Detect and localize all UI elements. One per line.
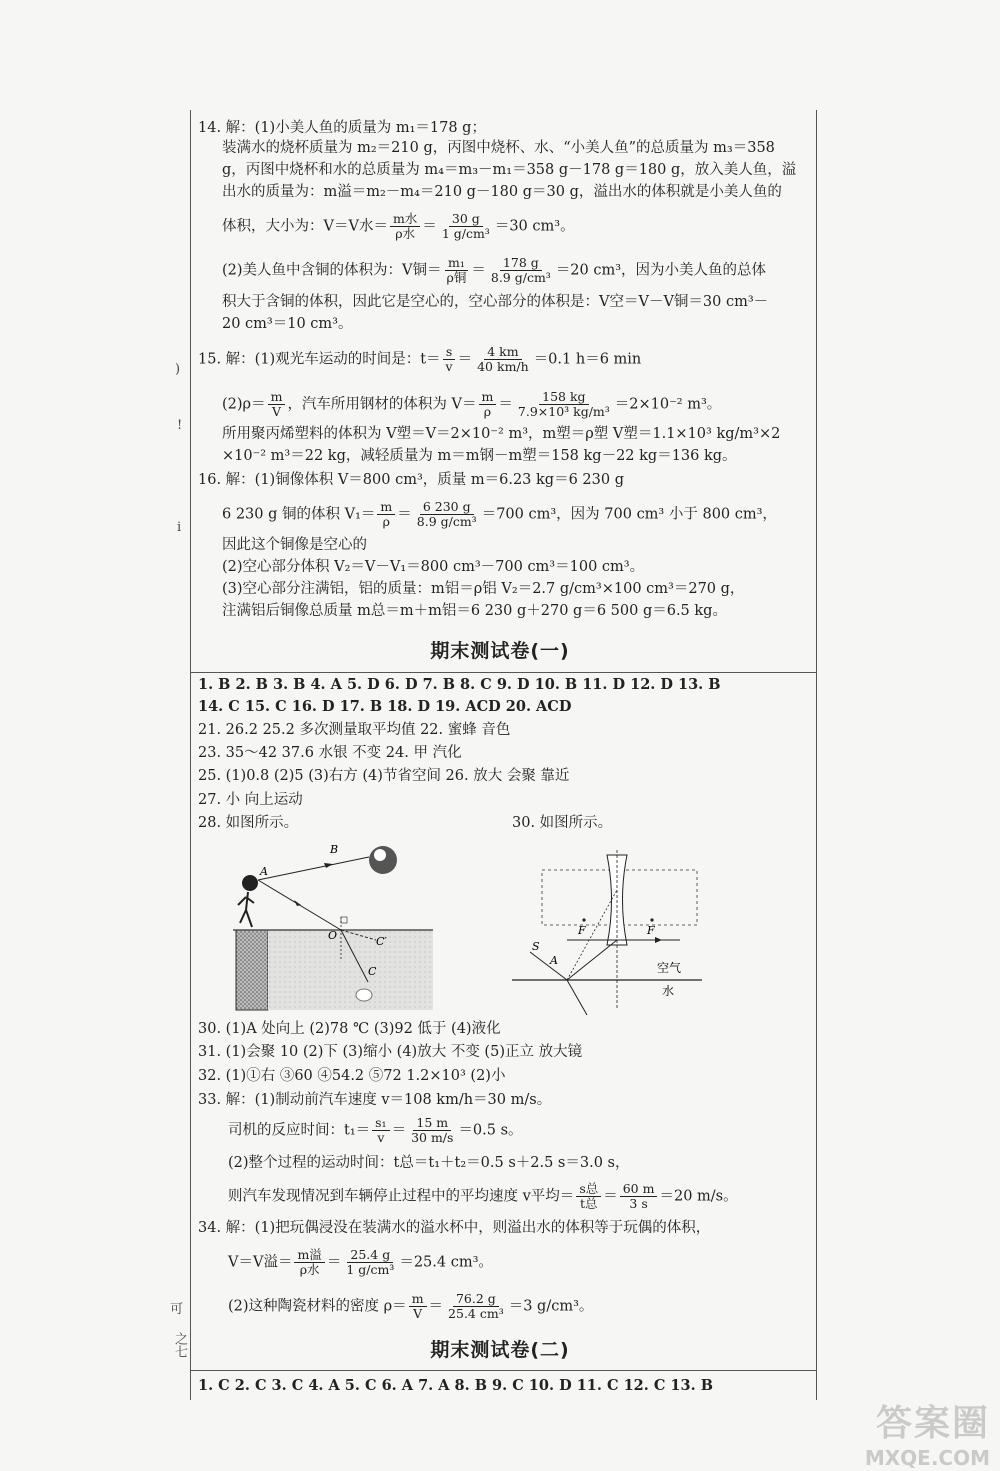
q15-line: 所用聚丙烯塑料的体积为 V塑＝V＝2×10⁻² m³，m塑＝ρ塑 V塑＝1.1×10³ kg/m³×2 [222,426,781,442]
fraction [474,345,532,374]
watermark-url: MXQE.COM [864,1446,990,1470]
formula-text: V [271,404,282,419]
q33-line: (2)整个过程的运动时间：t总＝t₁＋t₂＝0.5 s＋2.5 s＝3.0 s， [228,1155,630,1171]
q16-formula [222,500,777,529]
answer-row: 32. (1)①右 ③60 ④54.2 ⑤72 1.2×10³ (2)小 [198,1068,506,1084]
q34-formula [228,1292,593,1321]
fraction [414,500,480,529]
q33-formula [228,1182,738,1211]
formula-text: ＝20 cm³，因为小美人鱼的总体 [555,262,767,279]
answer-row: 25. (1)0.8 (2)5 (3)右方 (4)节省空间 26. 放大 会聚 靠近 [198,768,570,784]
answer-row: 28. 如图所示。 [198,815,299,831]
formula-text: ρ [483,404,492,419]
fraction [377,500,395,529]
formula-text: ρ水 [395,226,416,241]
formula-text: ＝0.5 s。 [458,1122,523,1139]
section-title: 期末测试卷(一) [430,640,570,662]
q16-line: 注满铝后铜像总质量 m总＝m＋m铝＝6 230 g＋270 g＝6 500 g＝6.5 kg。 [222,603,727,619]
formula-text: ＝ [326,1254,342,1271]
label-F-right: F [647,924,655,937]
formula-text: 25.4 g [347,1248,393,1263]
answer-row: 30. (1)A 处向上 (2)78 ℃ (3)92 低于 (4)液化 [198,1021,501,1037]
answer-row: 30. 如图所示。 [512,815,613,831]
answer-row: 1. C 2. C 3. C 4. A 5. C 6. A 7. A 8. B 9. C 10. D 11. C 12. C 13. B [198,1377,713,1394]
fraction [444,256,470,285]
watermark [800,1395,990,1470]
formula-text: m [409,1292,427,1307]
formula-text: 1 g/cm³ [346,1262,395,1277]
q34-line: 34. 解：(1)把玩偶浸没在装满水的溢水杯中，则溢出水的体积等于玩偶的体积， [198,1220,711,1236]
formula-text: 15 m [413,1116,451,1131]
formula-text: 15. 解：(1)观光车运动的时间是：t＝ [198,351,441,368]
formula-text: 60 m [620,1182,658,1197]
fraction [443,345,456,374]
formula-text: ＝25.4 cm³。 [399,1254,493,1271]
q15-formula [198,345,641,374]
formula-text: v [377,1130,385,1145]
formula-text: s总 [576,1182,601,1197]
formula-text: (2)这种陶瓷材料的密度 ρ＝ [228,1298,407,1315]
formula-text: ＝20 m/s。 [659,1188,738,1205]
formula-text: ＝30 cm³。 [494,218,575,235]
formula-text: ＝ [422,218,437,235]
formula-text: 司机的反应时间：t₁＝ [228,1122,371,1139]
label-A: A [550,954,558,967]
fraction [343,1248,397,1277]
margin-mark: 之七 [172,1332,187,1358]
answer-row: 21. 26.2 25.2 多次测量取平均值 22. 蜜蜂 音色 [198,722,511,738]
formula-text: ρ铜 [446,270,467,285]
section-divider [190,672,816,673]
formula-text: 6 230 g 铜的体积 V₁＝ [222,506,376,523]
formula-text: ＝700 cm³，因为 700 cm³ 小于 800 cm³， [481,506,777,523]
q33-formula [228,1116,523,1145]
q14-line: 装满水的烧杯质量为 m₂＝210 g，丙图中烧杯、水、“小美人鱼”的总质量为 m₃＝358 [222,140,775,156]
formula-text: 40 km/h [477,359,529,374]
q14-line: 积大于含铜的体积，因此它是空心的，空心部分的体积是：V空＝V－V铜＝30 cm³－ [222,294,769,310]
label-B: B [330,843,339,856]
fraction [515,390,613,419]
label-O: O [328,929,338,942]
fraction [620,1182,658,1211]
formula-text: ＝ [428,1298,444,1315]
fraction [390,212,420,241]
formula-text: 1 g/cm³ [441,226,490,241]
fraction [294,1248,324,1277]
q16-line: 16. 解：(1)铜像体积 V＝800 cm³，质量 m＝6.23 kg＝6 230 g [198,472,624,488]
formula-text: 6 230 g [420,500,474,515]
q14-line: 出水的质量为：m溢＝m₂－m₄＝210 g－180 g＝30 g，溢出水的体积就是小美人鱼的 [222,184,782,200]
formula-text: s₁ [372,1116,389,1131]
formula-text: ＝3 g/cm³。 [508,1298,594,1315]
formula-text: 76.2 g [453,1292,499,1307]
formula-text: 30 m/s [411,1130,454,1145]
formula-text: 25.4 cm³ [448,1306,504,1321]
q33-line: 33. 解：(1)制动前汽车速度 v＝108 km/h＝30 m/s。 [198,1092,552,1108]
label-C-prime: C′ [376,935,387,948]
formula-text: 3 s [629,1196,648,1211]
q14-formula [222,256,766,285]
label-air: 空气 [657,961,682,975]
formula-text: v [445,359,453,374]
formula-text: 则汽车发现情况到车辆停止过程中的平均速度 v平均＝ [228,1188,575,1205]
formula-text: t总 [580,1196,598,1211]
answer-row: 23. 35～42 37.6 水银 不变 24. 甲 汽化 [198,745,462,761]
q34-formula [228,1248,493,1277]
label-C: C [368,965,377,978]
q14-line: 20 cm³＝10 cm³。 [222,316,353,332]
figure-30 [512,840,712,1020]
fraction [372,1116,389,1145]
formula-text: ＝ [391,1122,407,1139]
formula-text: ＝ [498,396,513,413]
answer-row: 1. B 2. B 3. B 4. A 5. D 6. D 7. B 8. C 9. D 10. B 11. D 12. D 13. B [198,676,721,693]
section-title: 期末测试卷(二) [430,1339,570,1361]
formula-text: V [413,1306,423,1321]
fraction [409,1292,427,1321]
formula-text: ρ水 [299,1262,320,1277]
q15-line: ×10⁻² m³＝22 kg，减轻质量为 m＝m钢－m塑＝158 kg－22 kg＝136 kg。 [222,448,737,464]
margin-mark: ) [175,362,181,377]
margin-mark: 可 [170,1302,184,1317]
formula-text: ρ [382,514,391,529]
watermark-logo: 答案圈 [875,1403,990,1444]
formula-text: m溢 [294,1248,324,1263]
formula-text: s [443,345,455,360]
answer-row: 14. C 15. C 16. D 17. B 18. D 19. ACD 20. ACD [198,698,572,715]
formula-text: m [479,390,497,405]
formula-text: m水 [390,212,420,227]
answer-row: 27. 小 向上运动 [198,792,303,808]
formula-text: ，汽车所用钢材的体积为 V＝ [287,396,477,413]
fraction [488,256,554,285]
fraction [408,1116,456,1145]
section-divider [190,1370,816,1371]
formula-text: m [268,390,286,405]
fraction [479,390,497,419]
formula-text: ＝ [397,506,412,523]
formula-text: 8.9 g/cm³ [490,270,551,285]
margin-mark: ! [177,418,183,433]
formula-text: 30 g [449,212,483,227]
q14-line: g，丙图中烧杯和水的总质量为 m₄＝m₃－m₁＝358 g－178 g＝180 g，放入美人鱼，溢 [222,162,797,178]
formula-text: ＝ [471,262,486,279]
formula-text: 体积，大小为：V＝V水＝ [222,218,388,235]
formula-text: 158 kg [539,390,588,405]
formula-text: ＝ [603,1188,618,1205]
fraction [439,212,493,241]
q16-line: (2)空心部分体积 V₂＝V－V₁＝800 cm³－700 cm³＝100 cm³。 [222,559,645,575]
q16-line: 因此这个铜像是空心的 [222,537,367,553]
formula-text: m [377,500,395,515]
label-F-left: F [578,924,586,937]
formula-text: ＝ [457,351,473,368]
formula-text: V＝V溢＝ [228,1254,293,1271]
label-S: S [532,940,540,953]
q14-line: 14. 解：(1)小美人鱼的质量为 m₁＝178 g； [198,120,486,136]
formula-text: 4 km [484,345,521,360]
formula-text: ＝0.1 h＝6 min [533,351,642,368]
formula-text: (2)ρ＝ [222,396,266,413]
formula-text: 7.9×10³ kg/m³ [517,404,610,419]
formula-text: (2)美人鱼中含铜的体积为：V铜＝ [222,262,442,279]
fraction [445,1292,507,1321]
formula-text: ＝2×10⁻² m³。 [614,396,722,413]
fraction [268,390,286,419]
label-A: A [260,865,268,878]
formula-text: 178 g [500,256,542,271]
q14-formula [222,212,575,241]
fraction [576,1182,601,1211]
formula-text: 8.9 g/cm³ [416,514,477,529]
q16-line: (3)空心部分注满铝，铝的质量：m铝＝ρ铝 V₂＝2.7 g/cm³×100 cm³＝270 g， [222,581,745,597]
margin-mark: i [177,520,182,535]
label-water: 水 [662,984,675,998]
formula-text: m₁ [445,256,468,271]
answer-row: 31. (1)会聚 10 (2)下 (3)缩小 (4)放大 不变 (5)正立 放大镜 [198,1044,583,1060]
figure-28 [228,835,443,1015]
q15-formula [222,390,721,419]
